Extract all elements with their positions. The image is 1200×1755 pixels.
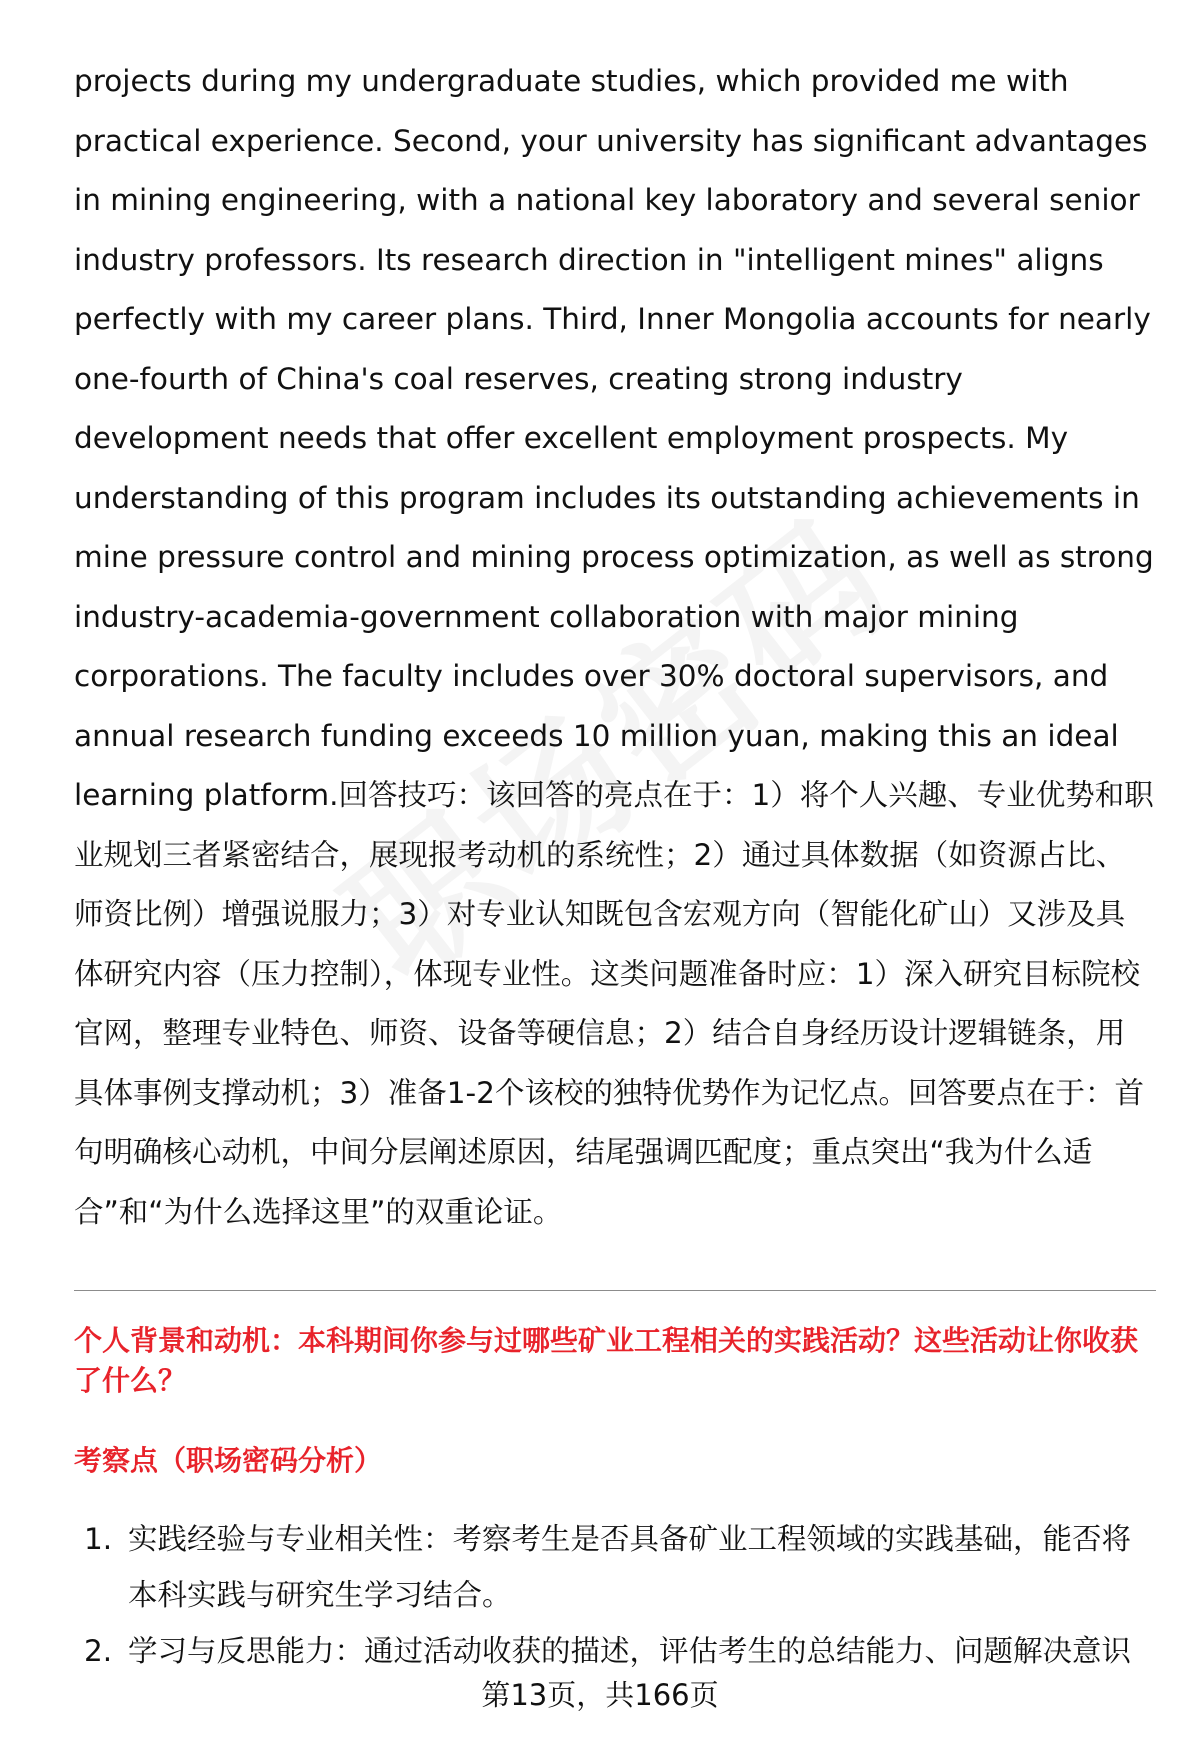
list-item-number: 2. (84, 1634, 113, 1668)
list-item (74, 1511, 1154, 1623)
list-item-number: 1. (84, 1522, 113, 1556)
page-number-footer: 第13页，共166页 (481, 1678, 719, 1712)
list-item-text: 实践经验与专业相关性：考察考生是否具备矿业工程领域的实践基础，能否将本科实践与研究生学习结合。 (128, 1522, 1132, 1612)
question-heading: 个人背景和动机：本科期间你参与过哪些矿业工程相关的实践活动？这些活动让你收获了什么？ (74, 1324, 1139, 1397)
list-item (74, 1623, 1154, 1679)
list-item-text: 学习与反思能力：通过活动收获的描述，评估考生的总结能力、问题解决意识 (128, 1634, 1132, 1668)
answer-paragraph: projects during my undergraduate studies, which provided me with practical experience. Second, your university has significant advantages in mining engineering, with a national key laboratory and several senior industry professors. Its research direction in "intelligent mines" aligns perfectly with my career plans. Third, Inner Mongolia accounts for nearly one-fourth of China's coal reserves, creating strong industry development needs that offer excellent employment prospects. My understanding of this program includes its outstanding achievements in mine pressure control and mining process optimization, as well as strong industry-academia-government collaboration with major mining corporations. The faculty includes over 30% doctoral supervisors, and annual research funding exceeds 10 million yuan, making this an ideal learning platform.回答技巧：该回答的亮点在于：1）将个人兴趣、专业优势和职业规划三者紧密结合，展现报考动机的系统性；2）通过具体数据（如资源占比、师资比例）增强说服力；3）对专业认知既包含宏观方向（智能化矿山）又涉及具体研究内容（压力控制），体现专业性。这类问题准备时应：1）深入研究目标院校官网，整理专业特色、师资、设备等硬信息；2）结合自身经历设计逻辑链条，用具体事例支撑动机；3）准备1-2个该校的独特优势作为记忆点。回答要点在于：首句明确核心动机，中间分层阐述原因，结尾强调匹配度；重点突出“我为什么适合”和“为什么选择这里”的双重论证。 (74, 64, 1154, 1229)
analysis-heading: 考察点（职场密码分析） (74, 1444, 383, 1477)
section-divider (74, 1290, 1156, 1291)
page-content (74, 52, 1154, 1679)
analysis-points-list (74, 1511, 1154, 1679)
